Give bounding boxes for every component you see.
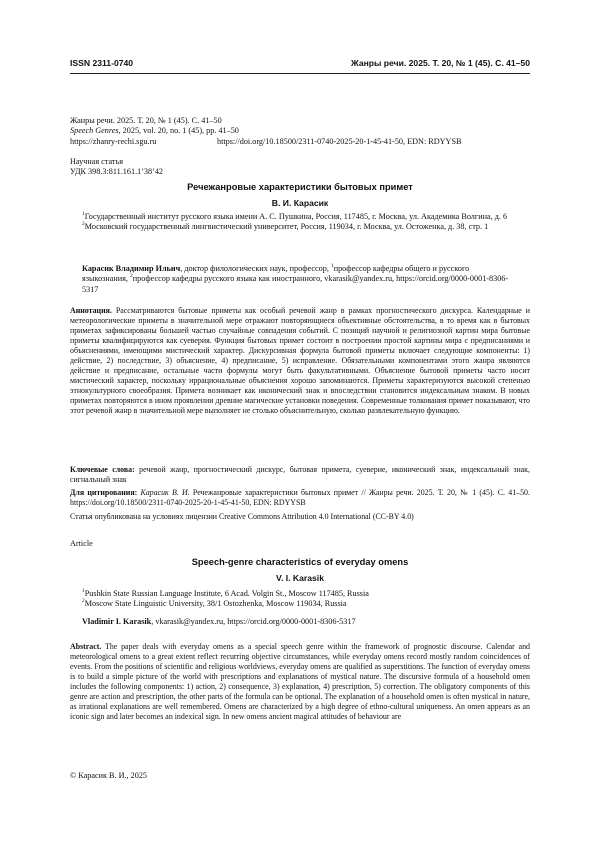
citation-en: Speech Genres, 2025, vol. 20, no. 1 (45), pp. 41–50 — [70, 126, 530, 136]
affiliation-ru-2: 2Московский государственный лингвистический университет, Россия, 119034, г. Москва, ул. Остоженка, д. 38, стр. 1 — [82, 222, 512, 232]
journal-reference: Жанры речи. 2025. Т. 20, № 1 (45). С. 41–50 — [351, 58, 530, 68]
journal-site-link[interactable]: https://zhanry-rechi.sgu.ru — [70, 137, 156, 146]
keywords-label-ru: Ключевые слова: — [70, 465, 135, 474]
author-en: V. I. Karasik — [70, 573, 530, 584]
author-ru: В. И. Карасик — [70, 198, 530, 209]
doi-link[interactable]: https://doi.org/10.18500/2311-0740-2025-20-1-45-41-50, EDN: RDYYSB — [217, 137, 461, 147]
affiliations-en — [82, 589, 512, 610]
abstract-label-en: Abstract. — [70, 642, 101, 651]
cite-label-ru: Для цитирования: — [70, 488, 137, 497]
issn-label: ISSN 2311-0740 — [70, 58, 133, 68]
abstract-en — [70, 642, 530, 722]
affiliation-en-1: 1Pushkin State Russian Language Institute, 6 Acad. Volgin St., Moscow 117485, Russia — [82, 589, 512, 599]
affiliations-ru — [82, 212, 512, 233]
keywords-text-ru: речевой жанр, прогностический дискурс, бытовая примета, суеверие, иконический знак, индексальный знак, сигнальный знак — [70, 465, 530, 484]
keywords-ru — [70, 465, 530, 485]
abstract-text-en: The paper deals with everyday omens as a special speech genre within the framework of prognostic discourse. Calendar and meteorological omens to a great extent reflect recurring objective circumstances, while everyday omens record mostly random coincidences of events. From the positions of scientific and religious worldviews, everyday omens are qualified as superstitions. The function of everyday omens is to build a simple picture of the world with prescriptions and explanations of mystical nature. The discursive formula of a household omen includes the following components: 1) action, 2) consequence, 3) explanation, 4) prescription, 5) correction. The obligatory components of this genre are action and prescription, the other parts of the formula can be optional. The explanation of a household omen is often mystical in nature, as irrational explanations are well remembered. Omens are characterized by a high degree of ethno-cultural uniqueness. An omen appears as an iconic sign and later becomes an indexical sign. In new omens ancient magical attitudes of behaviour are — [70, 642, 530, 721]
article-type-ru: Научная статья — [70, 157, 530, 167]
cite-as-ru: Для цитирования: Карасик В. И. Речежанровые характеристики бытовых примет // Жанры речи. 2025. Т. 20, № 1 (45). С. 41–50. https://doi.org/10.18500/2311-0740-2025-20-1-45-41-50, EDN: RDYYSB — [70, 488, 530, 508]
citation-links — [70, 137, 530, 147]
header-rule — [70, 73, 530, 74]
license-note: Статья опубликована на условиях лицензии Creative Commons Attribution 4.0 International (CC-BY 4.0) — [70, 512, 530, 522]
article-type-en: Article — [70, 539, 530, 549]
abstract-label-ru: Аннотация. — [70, 306, 112, 315]
author-name-ru: Карасик Владимир Ильич — [82, 264, 180, 273]
udc-code: УДК 398.3:811.161.1’38’42 — [70, 167, 530, 177]
article-title-en: Speech-genre characteristics of everyday omens — [70, 556, 530, 568]
copyright-note: © Карасик В. И., 2025 — [70, 771, 530, 781]
citation-block — [70, 116, 530, 147]
affiliation-en-2: 2Moscow State Linguistic University, 38/1 Ostozhenka, Moscow 119034, Russia — [82, 599, 512, 609]
citation-ru: Жанры речи. 2025. Т. 20, № 1 (45). С. 41–50 — [70, 116, 530, 126]
abstract-text-ru: Рассматриваются бытовые приметы как особый речевой жанр в рамках прогностического дискурса. Календарные и метеорологические приметы в значительной мере отражают повторяющиеся объективные обстоятельства, в то время как в бытовых приметах зафиксированы большей частью случайные совпадения событий. С позиций научной и религиозной картин мира бытовые приметы квалифицируются как суеверия. Функция бытовых примет состоит в построении простой картины мира с предписаниями и объяснениями, имеющими мистический характер. Дискурсивная формула бытовой приметы включает следующие компоненты: 1) действие, 2) последствие, 3) объяснение, 4) предписание, 5) исправление. Обязательными компонентами этого жанра являются действие и предписание, остальные части формулы могут быть факультативными. Объяснение бытовой приметы часто носит мистический характер, поскольку иррациональные объяснения хорошо запоминаются. Приметы характеризуются высокой степенью этнокультурного своеобразия. Примета возникает как иконический знак и впоследствии становится индексальным знаком. В новых приметах повторяются в ином проявлении древние магические установки поведения. Современные толкования примет показывают, что этот речевой жанр в значительной мере выполняет не столько объяснительную, сколько развлекательную функцию. — [70, 306, 530, 415]
running-header — [70, 58, 530, 70]
affiliation-ru-1: 1Государственный институт русского языка имени А. С. Пушкина, Россия, 117485, г. Москва, ул. Академика Волгина, д. 6 — [82, 212, 512, 222]
abstract-ru — [70, 306, 530, 416]
author-info-en: Vladimir I. Karasik, vkarasik@yandex.ru, https://orcid.org/0000-0001-8306-5317 — [82, 617, 512, 627]
author-name-en: Vladimir I. Karasik — [82, 617, 151, 626]
article-title-ru: Речежанровые характеристики бытовых примет — [70, 181, 530, 193]
author-info-ru: Карасик Владимир Ильич, доктор филологических наук, профессор, 1профессор кафедры общего и русского языкознания, 2профессор кафедры русского языка как иностранного, vkarasik@yandex.ru, https://orcid.org/0000-0001-8306-5317 — [82, 264, 512, 295]
article-meta — [70, 157, 530, 178]
